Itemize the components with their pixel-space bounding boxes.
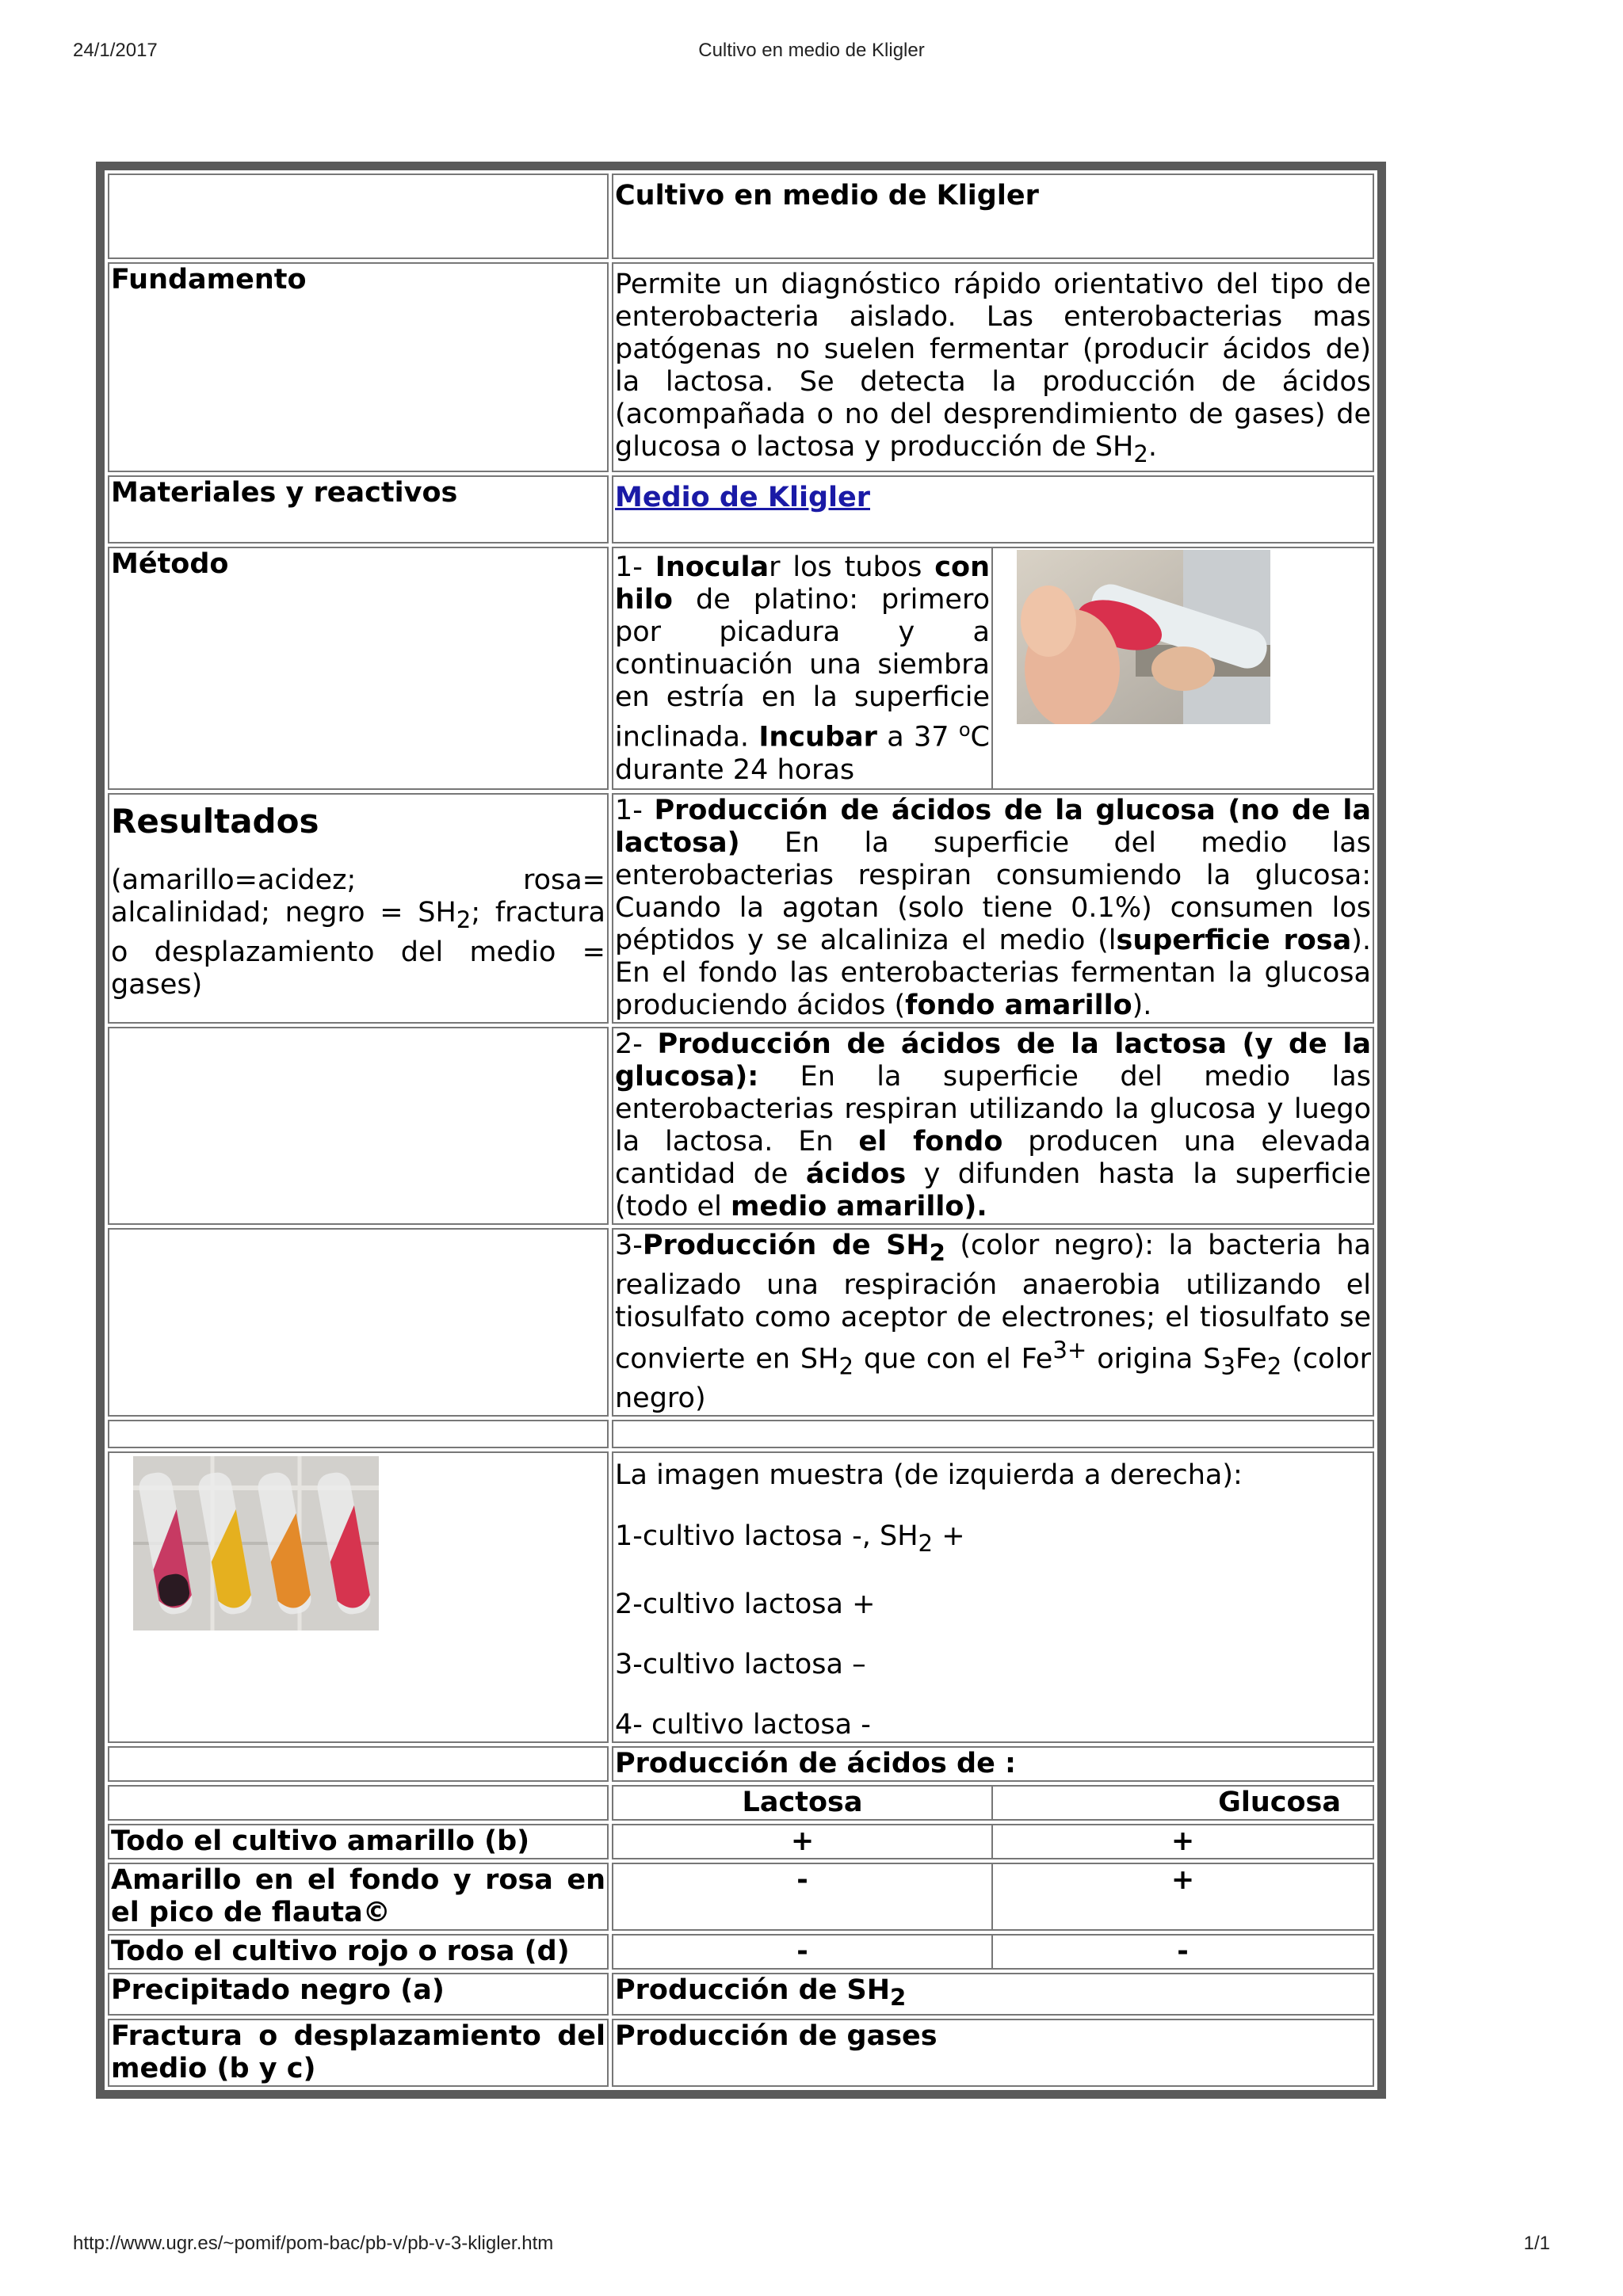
kligler-table [96,162,1386,2099]
print-title: Cultivo en medio de Kligler [698,40,925,61]
fundamento-label: Fundamento [108,262,609,472]
imagen-item-3: 3-cultivo lactosa – [615,1649,866,1681]
fundamento-text: Permite un diagnóstico rápido orientativo del tipo de enterobacteria aislado. Las enterobacterias mas patógenas no suelen fermentar (producir ácidos de) la lactosa. Se detecta la producción de ácidos (acompañada o no del desprendimiento de gases) de glucosa o lactosa y producción de $SH_2$. [612,262,1374,472]
tubes-photo-cell [108,1451,609,1743]
imagen-item-1: 1-cultivo lactosa -, $SH_2$ + [615,1520,965,1558]
document-title: Cultivo en medio de Kligler [612,174,1374,259]
row-amarillo-fondo-glucosa: + [1170,1864,1195,1897]
row-amarillo-fondo-values [612,1863,1374,1931]
print-date: 24/1/2017 [73,40,158,61]
materiales-label: Materiales y reactivos [108,475,609,543]
row-amarillo-fondo-lactosa: - [613,1864,993,1929]
precipitado-label: Precipitado negro (a) [108,1973,609,2016]
row-rojo-lactosa: - [613,1936,993,1968]
imagen-intro: La imagen muestra (de izquierda a derecha): [615,1459,1243,1492]
tubes-photo [133,1456,379,1630]
row-todo-amarillo-values [612,1824,1374,1859]
produccion-left-empty [108,1746,609,1782]
imagen-item-2: 2-cultivo lactosa + [615,1589,876,1621]
row-todo-amarillo-glucosa: + [1170,1825,1195,1858]
columns-left-empty [108,1785,609,1821]
resultado-3-left-empty [108,1228,609,1417]
row-todo-amarillo-lactosa: + [613,1825,993,1858]
resultado-1: 1- Producción de ácidos de la glucosa (no de la lactosa) En la superficie del medio las enterobacterias respiran consumiendo la glucosa: Cuando la agotan (solo tiene 0.1%) consumen los péptidos y se alcaliniza el medio (lsuperficie rosa). En el fondo las enterobacterias fermentan la glucosa produciendo ácidos (fondo amarillo). [612,793,1374,1024]
resultado-3: 3-Producción de $SH_2$ (color negro): la bacteria ha realizado una respiración anaerobia utilizando el tiosulfato como aceptor de electrones; el tiosulfato se convierte en $SH_2$ que con el $Fe^{3+}$ origina $S_3Fe_2$ (color negro) [612,1228,1374,1417]
spacer-right [612,1420,1374,1448]
metodo-label: Método [108,547,609,790]
materiales-cell [612,475,1374,543]
resultados-label-cell [108,793,609,1024]
footer-page: 1/1 [1523,2233,1550,2254]
row-rojo-glucosa: - [1177,1936,1189,1968]
resultados-label: Resultados [111,801,319,841]
col-lactosa: Lactosa [613,1787,993,1819]
precipitado-value: Producción de $SH_2$ [612,1973,1374,2016]
metodo-text: 1- Inocular los tubos con hilo de platino: primero por picadura y a continuación una siembra en estría en la superficie inclinada. Incubar a 37 $^o$C durante 24 horas [613,548,993,788]
row-todo-amarillo-label: Todo el cultivo amarillo (b) [108,1824,609,1859]
imagen-item-4: 4- cultivo lactosa - [615,1709,871,1741]
resultados-legend: (amarillo=acidez; rosa= alcalinidad; negro = $SH_2$; fractura o desplazamiento del medio = gases) [111,864,605,1001]
title-left-empty [108,174,609,259]
columns-header [612,1785,1374,1821]
inoculation-photo-cell [993,548,1373,788]
medio-kligler-link[interactable]: Medio de Kligler [615,482,870,513]
fractura-label: Fractura o desplazamiento del medio (b y c) [108,2019,609,2087]
col-glucosa: Glucosa [1218,1787,1341,1819]
produccion-heading: Producción de ácidos de : [612,1746,1374,1782]
resultado-2: 2- Producción de ácidos de la lactosa (y de la glucosa): En la superficie del medio las enterobacterias respiran utilizando la glucosa y luego la lactosa. En el fondo producen una elevada cantidad de ácidos y difunden hasta la superficie (todo el medio amarillo). [612,1027,1374,1225]
footer-url: http://www.ugr.es/~pomif/pom-bac/pb-v/pb-v-3-kligler.htm [73,2233,554,2254]
metodo-cell [612,547,1374,790]
row-rojo-values [612,1934,1374,1970]
imagen-description [612,1451,1374,1743]
fractura-value: Producción de gases [612,2019,1374,2087]
row-amarillo-fondo-label: Amarillo en el fondo y rosa en el pico de flauta© [108,1863,609,1931]
spacer-left [108,1420,609,1448]
resultado-2-left-empty [108,1027,609,1225]
row-rojo-label: Todo el cultivo rojo o rosa (d) [108,1934,609,1970]
inoculation-photo [1017,550,1270,724]
